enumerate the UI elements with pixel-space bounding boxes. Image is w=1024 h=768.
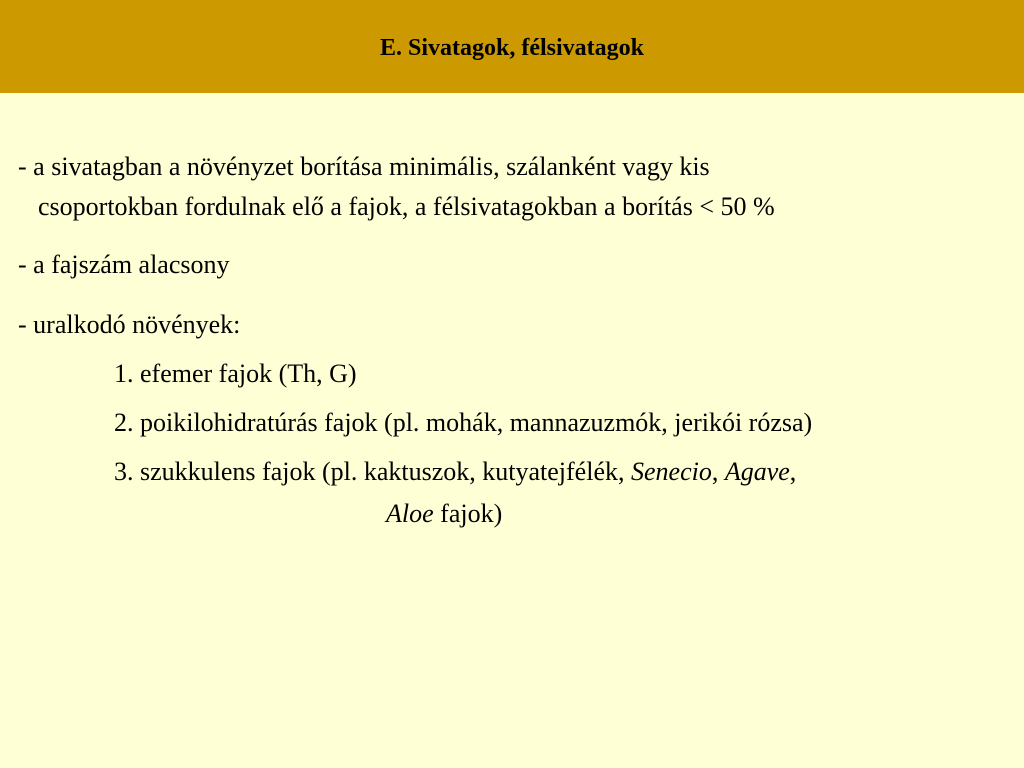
bullet-dominant-plants: - uralkodó növények: xyxy=(18,310,241,339)
sublist-item-ephemeral: 1. efemer fajok (Th, G) xyxy=(114,359,357,388)
succulent-suffix: fajok) xyxy=(433,499,503,528)
sublist-item-succulent-continued xyxy=(386,499,502,529)
genus-senecio: Senecio xyxy=(630,457,712,486)
bullet-species-count: - a fajszám alacsony xyxy=(18,250,230,279)
title-bar xyxy=(0,0,1024,93)
separator-1: , xyxy=(711,457,725,486)
genus-agave: Agave xyxy=(724,457,790,486)
succulent-prefix: 3. szukkulens fajok (pl. kaktuszok, kutyatejfélék, xyxy=(114,457,631,486)
sublist-item-succulent xyxy=(114,457,796,487)
bullet-cover-line2: csoportokban fordulnak elő a fajok, a félsivatagokban a borítás < 50 % xyxy=(38,192,775,221)
bullet-cover-line1: - a sivatagban a növényzet borítása minimális, szálanként vagy kis xyxy=(18,152,710,181)
separator-2: , xyxy=(789,457,797,486)
slide-title: E. Sivatagok, félsivatagok xyxy=(379,35,645,61)
sublist-item-poikilohydric: 2. poikilohidratúrás fajok (pl. mohák, mannazuzmók, jerikói rózsa) xyxy=(114,408,813,437)
genus-aloe: Aloe xyxy=(386,499,434,528)
